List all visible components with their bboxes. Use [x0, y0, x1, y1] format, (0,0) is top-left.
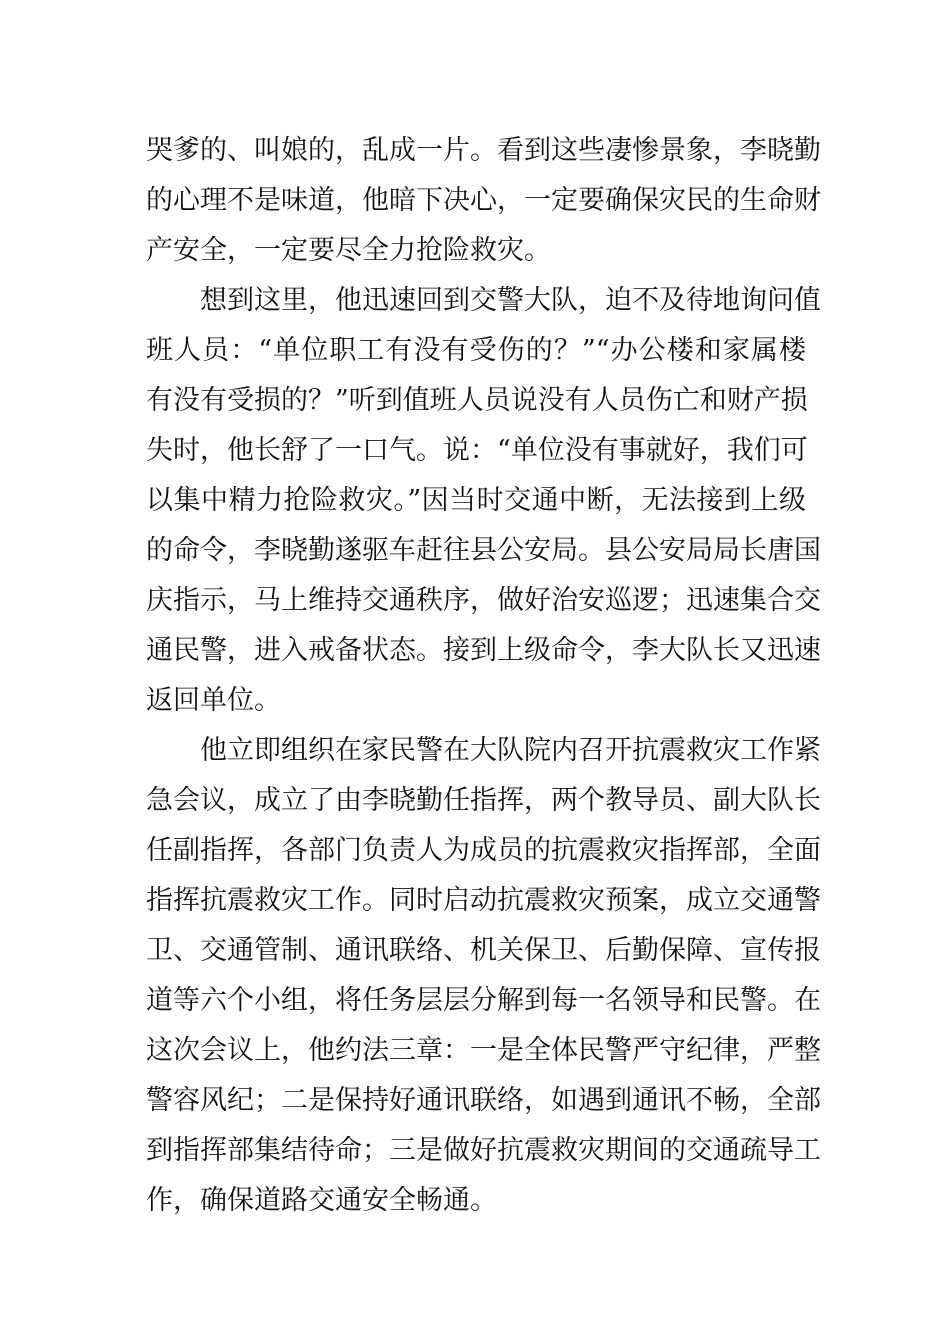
text-line: 这次会议上，他约法三章：一是全体民警严守纪律，严整	[146, 1035, 821, 1066]
text-line: 庆指示，马上维持交通秩序，做好治安巡逻；迅速集合交	[146, 585, 821, 616]
text-line: 想到这里，他迅速回到交警大队，迫不及待地询问值	[200, 285, 821, 316]
text-line: 他立即组织在家民警在大队院内召开抗震救灾工作紧	[200, 735, 821, 766]
paragraph	[146, 126, 821, 276]
text-line: 哭爹的、叫娘的，乱成一片。看到这些凄惨景象，李晓勤	[146, 135, 821, 166]
text-line: 的心理不是味道，他暗下决心，一定要确保灾民的生命财	[146, 185, 821, 216]
paragraph	[146, 726, 821, 1226]
text-line: 产安全，一定要尽全力抢险救灾。	[146, 235, 551, 266]
text-line: 道等六个小组，将任务层层分解到每一名领导和民警。在	[146, 985, 821, 1016]
text-line: 卫、交通管制、通讯联络、机关保卫、后勤保障、宣传报	[146, 935, 821, 966]
text-line: 以集中精力抢险救灾。”因当时交通中断，无法接到上级	[146, 485, 806, 516]
text-line: 作，确保道路交通安全畅通。	[146, 1185, 497, 1216]
text-line: 返回单位。	[146, 685, 281, 716]
text-line: 警容风纪；二是保持好通讯联络，如遇到通讯不畅，全部	[146, 1085, 821, 1116]
body-text	[146, 126, 821, 1226]
text-line: 指挥抗震救灾工作。同时启动抗震救灾预案，成立交通警	[146, 885, 821, 916]
text-line: 通民警，进入戒备状态。接到上级命令，李大队长又迅速	[146, 635, 821, 666]
text-line: 任副指挥，各部门负责人为成员的抗震救灾指挥部，全面	[146, 835, 821, 866]
text-line: 到指挥部集结待命；三是做好抗震救灾期间的交通疏导工	[146, 1135, 821, 1166]
paragraph	[146, 276, 821, 726]
text-line: 班人员：“单位职工有没有受伤的？”“办公楼和家属楼	[146, 335, 806, 366]
text-line: 有没有受损的？”听到值班人员说没有人员伤亡和财产损	[146, 385, 808, 416]
text-line: 急会议，成立了由李晓勤任指挥，两个教导员、副大队长	[146, 785, 821, 816]
text-line: 失时，他长舒了一口气。说：“单位没有事就好，我们可	[146, 435, 808, 466]
text-line: 的命令，李晓勤遂驱车赶往县公安局。县公安局局长唐国	[146, 535, 821, 566]
